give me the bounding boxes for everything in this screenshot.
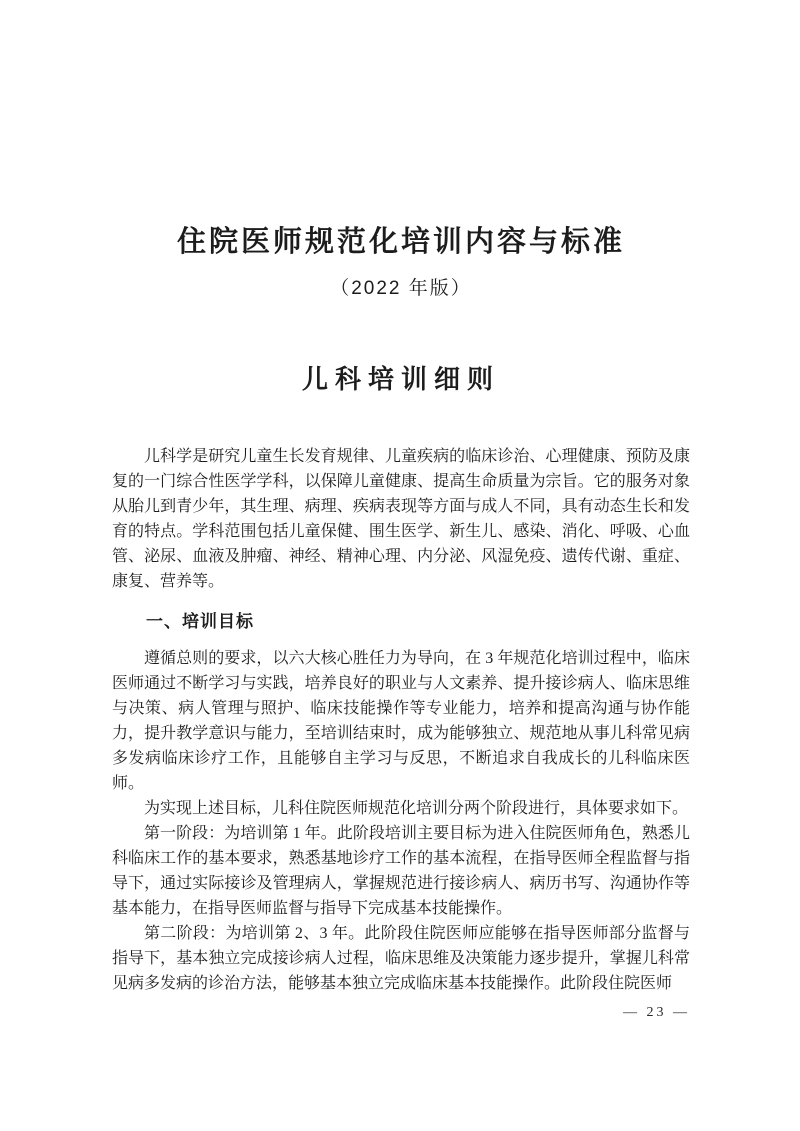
paragraph-two-stages-intro: 为实现上述目标，儿科住院医师规范化培训分两个阶段进行，具体要求如下。 [144,800,689,817]
paragraph-stage-one: 第一阶段：为培训第 1 年。此阶段培训主要目标为进入住院医师角色，熟悉儿科临床工作的基本要求，熟悉基地诊疗工作的基本流程，在指导医师全程监督与指导下，通过实际接诊及管理病人，掌握规范进行接诊病人、病历书写、沟通协作等基本能力，在指导医师监督与指导下完成基本技能操作。 [112,825,690,917]
chapter-title: 儿科培训细则 [301,364,500,394]
page-number: — 23 — [623,1005,690,1020]
text-column [112,0,690,1024]
document-title: 住院医师规范化培训内容与标准 [176,226,625,258]
section-heading-training-objectives: 一、培训目标 [146,612,254,631]
intro-block [112,444,690,594]
intro-paragraph: 儿科学是研究儿童生长发育规律、儿童疾病的临床诊治、心理健康、预防及康复的一门综合性医学学科，以保障儿童健康、提高生命质量为宗旨。它的服务对象从胎儿到青少年，其生理、病理、疾病表现等方面与成人不同，具有动态生长和发育的特点。学科范围包括儿童保健、围生医学、新生儿、感染、消化、呼吸、心血管、泌尿、血液及肿瘤、神经、精神心理、内分泌、风湿免疫、遗传代谢、重症、康复、营养等。 [112,448,690,590]
paragraph-objectives-overview: 遵循总则的要求，以六大核心胜任力为导向，在 3 年规范化培训过程中，临床医师通过不断学习与实践，培养良好的职业与人文素养、提升接诊病人、临床思维与决策、病人管理与照护、临床技能操作等专业能力，培养和提高沟通与协作能力，提升教学意识与能力，至培训结束时，成为能够独立、规范地从事儿科常见病多发病临床诊疗工作，且能够自主学习与反思，不断追求自我成长的儿科临床医师。 [112,650,690,792]
document-edition: （2022 年版） [330,278,472,299]
paragraph-stage-two: 第二阶段：为培训第 2、3 年。此阶段住院医师应能够在指导医师部分监督与指导下，基本独立完成接诊病人过程，临床思维及决策能力逐步提升，掌握儿科常见病多发病的诊治方法，能够基本独立完成临床基本技能操作。此阶段住院医师 [112,925,690,992]
